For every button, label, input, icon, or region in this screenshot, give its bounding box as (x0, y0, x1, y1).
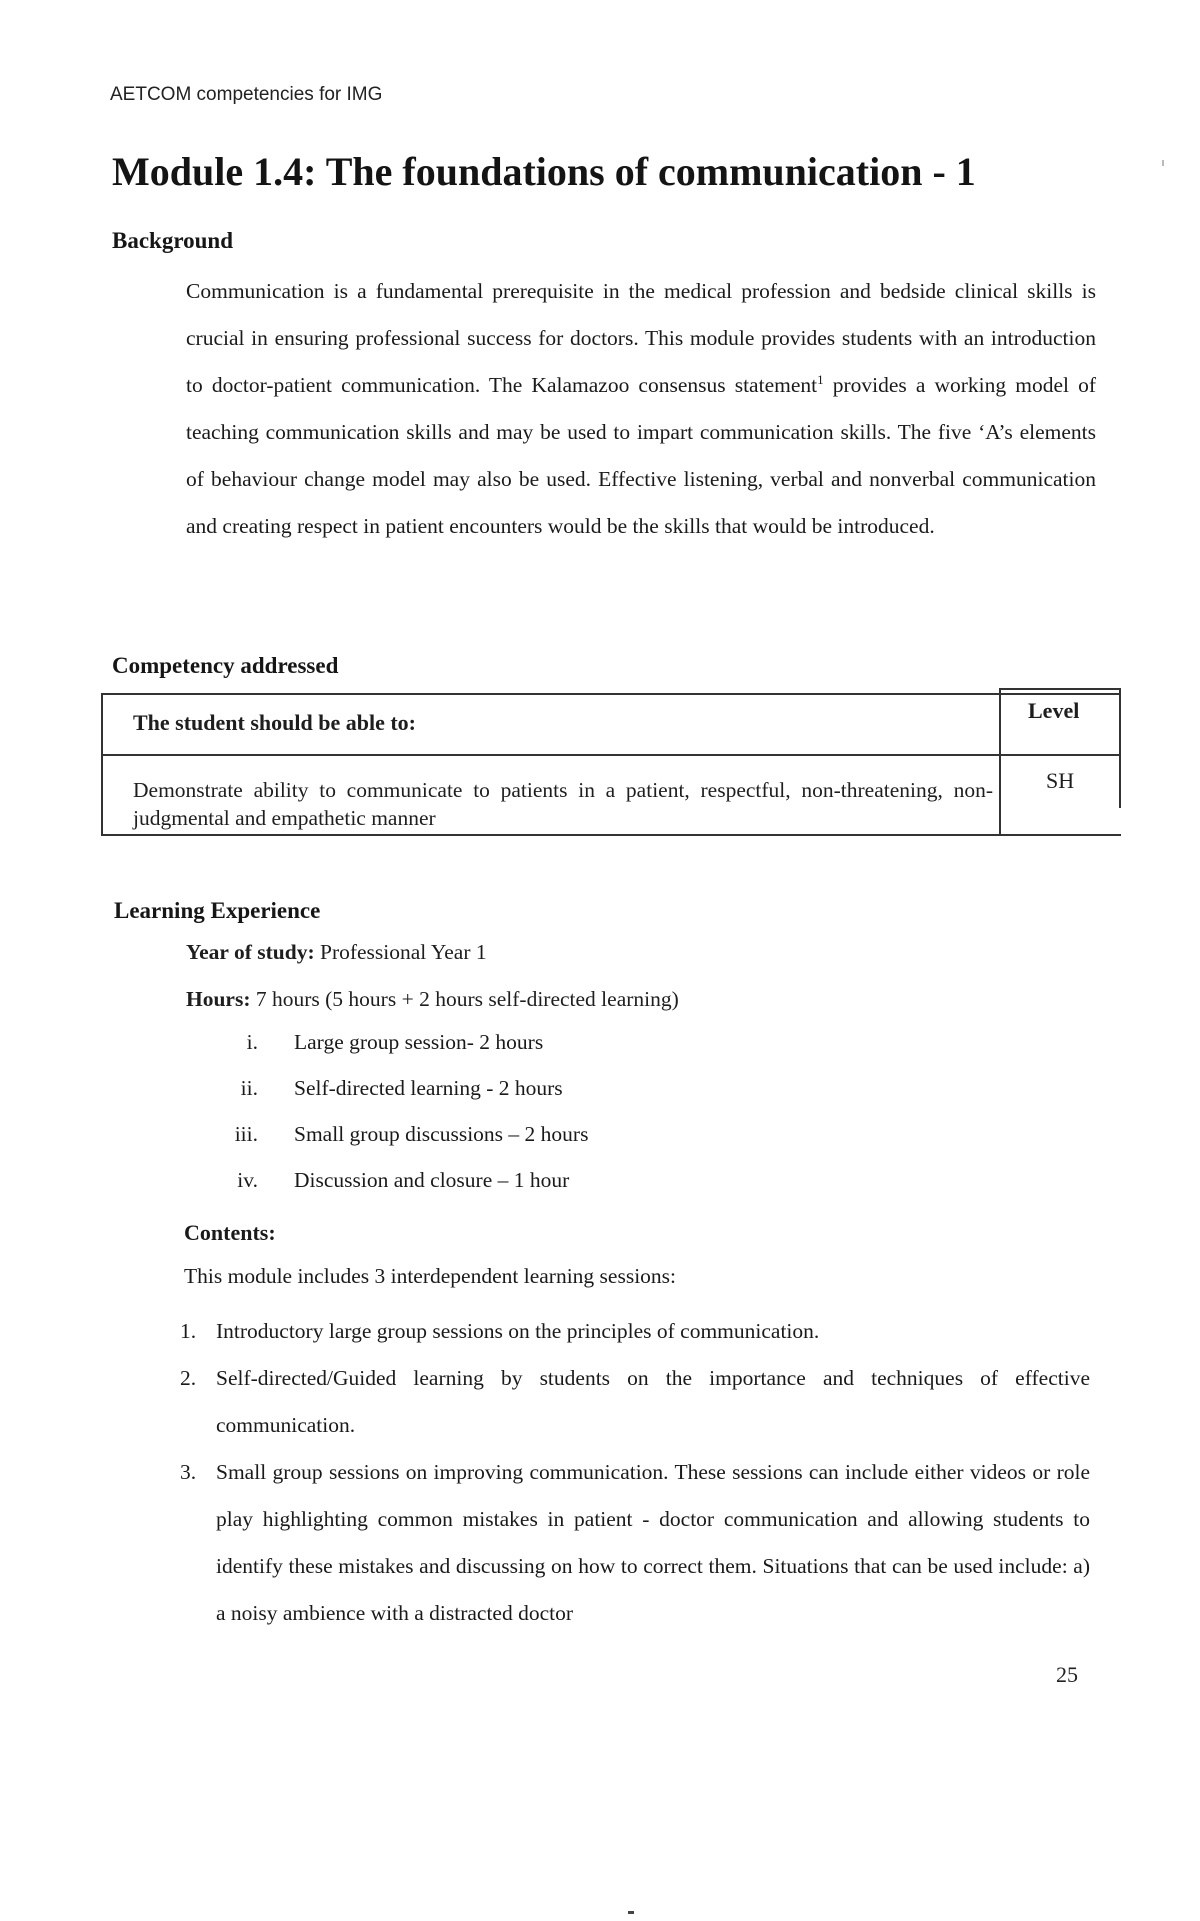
background-heading: Background (112, 228, 234, 253)
page-number: 25 (1056, 1662, 1078, 1687)
list-item-text: Discussion and closure – 1 hour (294, 1168, 570, 1192)
list-item-text: Large group session- 2 hours (294, 1030, 544, 1054)
learning-experience-heading: Learning Experience (114, 898, 321, 923)
background-paragraph (186, 268, 1096, 550)
hours (186, 987, 679, 1012)
running-header: AETCOM competencies for IMG (110, 84, 383, 105)
scan-speck (628, 1911, 634, 1914)
year-of-study (186, 940, 487, 965)
table-rule-top (101, 693, 1121, 695)
table-rule-middle (101, 754, 1121, 756)
contents-heading: Contents: (184, 1220, 276, 1245)
competency-table (101, 688, 1121, 841)
table-rule-divider (999, 688, 1001, 834)
sessions-list (180, 1308, 1090, 1637)
year-label: Year of study: (186, 940, 315, 964)
column-header-level: Level (1028, 698, 1080, 723)
footnote-ref: 1 (817, 371, 824, 387)
hours-value: 7 hours (5 hours + 2 hours self-directed learning) (250, 987, 679, 1011)
session-number: 3. (180, 1460, 197, 1484)
list-item-number: iv. (237, 1168, 258, 1192)
session-item (180, 1308, 1090, 1355)
competency-cell: Demonstrate ability to communicate to patients in a patient, respectful, non-threatening, non- judgmental and empathetic manner (133, 778, 993, 830)
session-text: Self-directed/Guided learning by students on the importance and techniques of effective communication. (216, 1366, 1090, 1437)
competency-heading: Competency addressed (112, 653, 339, 678)
list-item-number: iii. (234, 1122, 258, 1146)
background-text-part-1: Communication is a fundamental prerequisite in the medical profession and bedside clinical skills is crucial in ensuring professional success for doctors. This module provides students with an introduction to doctor-patient communication. The Kalamazoo consensus statement (186, 279, 1096, 397)
session-item (180, 1355, 1090, 1449)
session-item (180, 1449, 1090, 1637)
table-rule-right (1119, 688, 1121, 808)
column-header-student: The student should be able to: (133, 710, 417, 735)
list-item-number: ii. (240, 1076, 258, 1100)
table-rule-top-right (999, 688, 1121, 690)
module-title: Module 1.4: The foundations of communication - 1 (112, 149, 976, 194)
list-item-number: i. (246, 1030, 258, 1054)
list-item-text: Small group discussions – 2 hours (294, 1122, 589, 1146)
table-rule-bottom (101, 834, 1121, 836)
year-value: Professional Year 1 (314, 940, 487, 964)
session-number: 1. (180, 1319, 197, 1343)
table-rule-left (101, 693, 103, 834)
session-text: Introductory large group sessions on the principles of communication. (216, 1319, 820, 1343)
session-text: Small group sessions on improving communication. These sessions can include either videos or role play highlighting common mistakes in patient - doctor communication and allowing students to identify these mistakes and discussing on how to correct them. Situations that can be used include: a) a noisy ambience with a distracted doctor (216, 1460, 1090, 1625)
hours-label: Hours: (186, 987, 251, 1011)
session-number: 2. (180, 1366, 197, 1390)
contents-intro: This module includes 3 interdependent learning sessions: (184, 1264, 677, 1288)
list-item-text: Self-directed learning - 2 hours (294, 1076, 563, 1100)
scan-speck (1162, 160, 1164, 166)
level-cell: SH (1046, 768, 1075, 793)
background-text-part-2: provides a working model of teaching communication skills and may be used to impart communication skills. The five ‘A’s elements of behaviour change model may also be used. Effective listening, verbal and nonverbal communication and creating respect in patient encounters would be the skills that would be introduced. (186, 373, 1096, 538)
